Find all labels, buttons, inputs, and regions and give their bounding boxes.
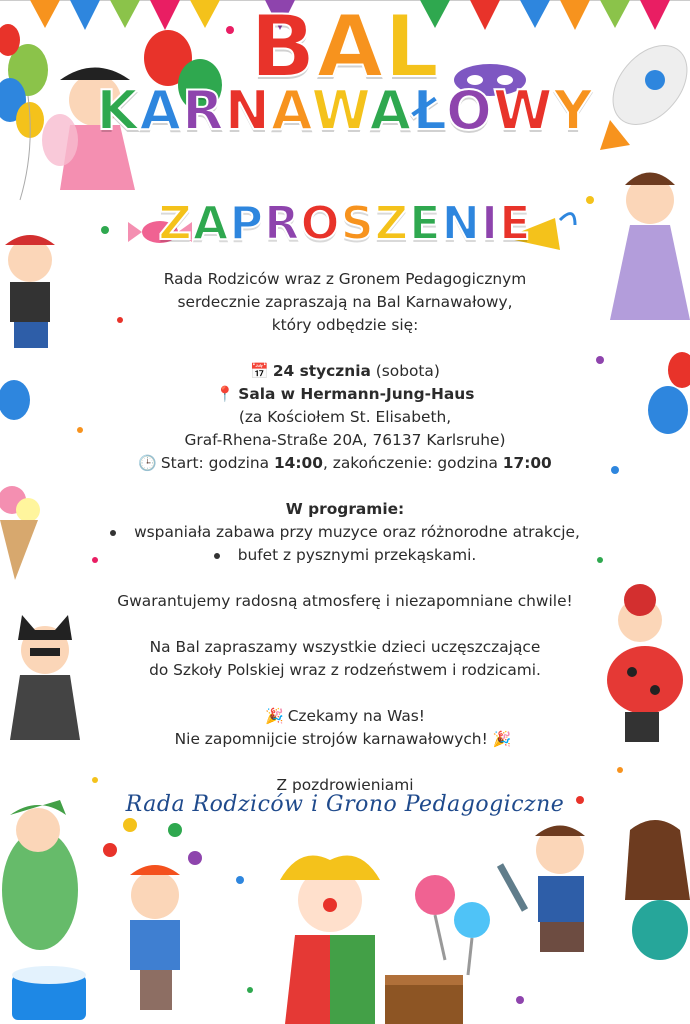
- title-letter: K: [96, 79, 140, 142]
- guarantee-line: Gwarantujemy radosną atmosferę i niezapomniane chwile!: [117, 592, 573, 610]
- event-address: Graf-Rhena-Straße 20A, 76137 Karlsruhe): [184, 431, 506, 449]
- title-letter: W: [311, 79, 370, 142]
- closing-text: Nie zapomnijcie strojów karnawałowych!: [174, 730, 488, 748]
- title-letter: O: [445, 79, 493, 142]
- intro-line: Rada Rodziców wraz z Gronem Pedagogicznym: [163, 270, 527, 288]
- event-time: [100, 452, 590, 475]
- kid-dinosaur-left: [2, 800, 78, 950]
- bullet-icon: [214, 553, 220, 559]
- title-letter: A: [270, 79, 312, 142]
- date-bold: 24 stycznia: [272, 362, 371, 380]
- greeting-line: Z pozdrowieniami: [276, 776, 414, 794]
- intro-line: który odbędzie się:: [271, 316, 419, 334]
- title-letter: E: [499, 196, 532, 250]
- title-letter: I: [481, 196, 500, 250]
- subtitle-text: [158, 196, 531, 250]
- event-address: (za Kościołem St. Elisabeth,: [238, 408, 452, 426]
- title-letter: Y: [553, 79, 594, 142]
- time-start: 14:00: [273, 454, 323, 472]
- title-letter: Z: [158, 196, 193, 250]
- kid-mermaid: [625, 820, 690, 960]
- title-letter: W: [492, 79, 554, 142]
- clown: [280, 856, 380, 1024]
- title-letter: R: [264, 196, 301, 250]
- closing-line: [100, 705, 590, 728]
- title-letter: N: [441, 196, 482, 250]
- kid-cat-left: [10, 615, 80, 740]
- time-prefix: Start: godzina: [160, 454, 274, 472]
- title-letter: L: [384, 0, 440, 97]
- invitation-body: [100, 268, 590, 797]
- time-mid: , zakończenie: godzina: [322, 454, 503, 472]
- title-letter: N: [224, 79, 271, 142]
- title-letter: O: [300, 196, 341, 250]
- program-item-text: wspaniała zabawa przy muzyce oraz różnorodne atrakcje,: [134, 523, 580, 541]
- title-letter: A: [192, 196, 230, 250]
- invite-line: Na Bal zapraszamy wszystkie dzieci uczęszczające: [149, 638, 541, 656]
- event-date: [100, 360, 590, 383]
- bullet-icon: [110, 530, 116, 536]
- closing-line: [100, 728, 590, 751]
- signature: Rada Rodziców i Grono Pedagogiczne: [125, 792, 565, 817]
- main-title: [0, 0, 690, 142]
- title-letter: Ł: [412, 79, 446, 142]
- place-bold: Sala w Hermann-Jung-Haus: [238, 385, 475, 403]
- title-line-bal: [0, 0, 690, 97]
- kid-juggler: [103, 818, 202, 1010]
- title-letter: A: [139, 79, 183, 142]
- program-item-text: bufet z pysznymi przekąskami.: [237, 546, 477, 564]
- title-letter: E: [409, 196, 442, 250]
- program-item: [100, 521, 590, 544]
- title-letter: Z: [374, 196, 410, 250]
- ice-cream-left: [0, 486, 40, 580]
- title-letter: P: [229, 196, 265, 250]
- lollipops: [415, 875, 490, 975]
- title-letter: A: [316, 0, 385, 97]
- intro-line: serdecznie zapraszają na Bal Karnawałowy,: [177, 293, 513, 311]
- clock-icon: 🕒: [138, 454, 157, 472]
- closing-text: Czekamy na Was!: [287, 707, 425, 725]
- party-popper-icon: 🎉: [265, 707, 284, 725]
- title-line-karnawalowy: [0, 79, 690, 142]
- program-heading-text: W programie:: [285, 500, 405, 518]
- invite-line: do Szkoły Polskiej wraz z rodzeństwem i rodzicami.: [149, 661, 541, 679]
- party-popper-icon: 🎉: [492, 730, 512, 748]
- treasure-chest: [385, 975, 463, 1024]
- subtitle-zaproszenie: [0, 196, 690, 250]
- time-end: 17:00: [502, 454, 552, 472]
- title-letter: A: [369, 79, 413, 142]
- calendar-icon: 📅: [250, 362, 269, 380]
- title-letter: S: [340, 196, 375, 250]
- drum: [12, 966, 86, 1020]
- event-place: [100, 383, 590, 406]
- title-letter: R: [182, 79, 225, 142]
- pin-icon: 📍: [215, 385, 235, 403]
- title-karnawalowy-text: [96, 79, 593, 142]
- title-letter: B: [250, 0, 317, 97]
- date-rest: (sobota): [370, 362, 440, 380]
- program-item: [100, 544, 590, 567]
- kid-knight: [500, 826, 585, 953]
- kid-pirate-left: [5, 235, 55, 348]
- program-heading: [100, 498, 590, 521]
- kid-ladybug-right: [607, 584, 683, 742]
